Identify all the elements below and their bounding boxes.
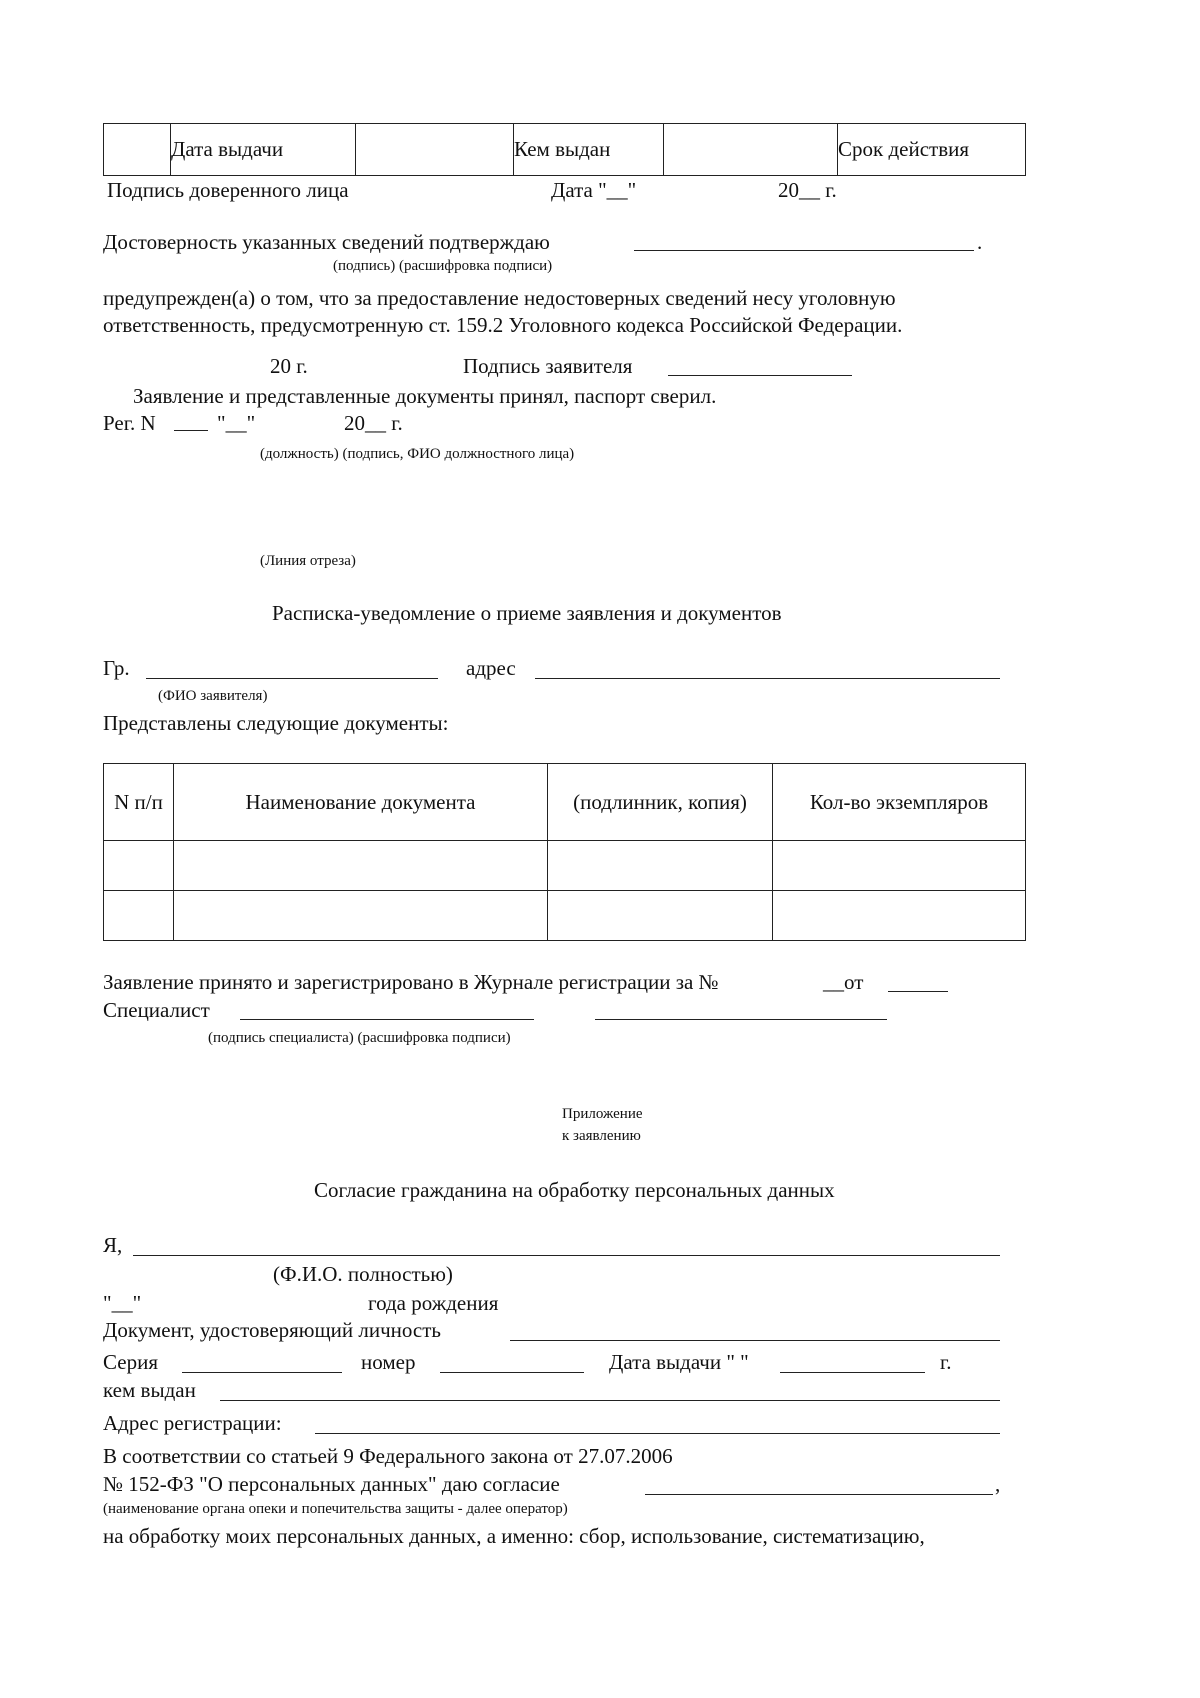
issued-by-header: Кем выдан bbox=[514, 124, 664, 176]
birth-date-quote: "__" bbox=[103, 1291, 142, 1315]
specialist-name-line bbox=[595, 1019, 887, 1020]
warning-line-1: предупрежден(а) о том, что за предоставление недостоверных сведений несу уголовную bbox=[103, 286, 896, 310]
issue-date-label: Дата выдачи " " bbox=[609, 1350, 749, 1374]
documents-table bbox=[103, 763, 1026, 941]
law-line-1: В соответствии со статьей 9 Федерального закона от 27.07.2006 bbox=[103, 1444, 673, 1468]
consent-fio-caption: (Ф.И.О. полностью) bbox=[273, 1262, 453, 1286]
appendix-line-1: Приложение bbox=[562, 1106, 643, 1122]
issue-date-line bbox=[780, 1372, 925, 1373]
applicant-signature-label: Подпись заявителя bbox=[463, 354, 633, 378]
documents-label: Представлены следующие документы: bbox=[103, 711, 449, 735]
issue-date-header: Дата выдачи bbox=[171, 124, 356, 176]
specialist-signature-line bbox=[240, 1019, 534, 1020]
proxy-signature-label: Подпись доверенного лица bbox=[107, 178, 349, 202]
reg-year: 20__ г. bbox=[344, 411, 403, 435]
operator-caption: (наименование органа опеки и попечительства защиты - далее оператор) bbox=[103, 1501, 568, 1517]
table-cell bbox=[548, 841, 773, 891]
number-line bbox=[440, 1372, 584, 1373]
id-cell-1 bbox=[104, 124, 171, 176]
specialist-label: Специалист bbox=[103, 998, 210, 1022]
reg-date-quote: "__" bbox=[217, 411, 256, 435]
warning-line-2: ответственность, предусмотренную ст. 159.2 Уголовного кодекса Российской Федерации. bbox=[103, 313, 903, 337]
id-document-label: Документ, удостоверяющий личность bbox=[103, 1318, 441, 1342]
table-cell bbox=[104, 841, 174, 891]
table-row bbox=[104, 891, 1026, 941]
processing-line: на обработку моих персональных данных, а именно: сбор, использование, систематизацию, bbox=[103, 1524, 925, 1548]
citizen-label: Гр. bbox=[103, 656, 130, 680]
address-label: адрес bbox=[466, 656, 516, 680]
issued-by-line bbox=[220, 1400, 1000, 1401]
proxy-date-label: Дата "__" bbox=[551, 178, 637, 202]
applicant-fio-caption: (ФИО заявителя) bbox=[158, 688, 268, 704]
consent-title: Согласие гражданина на обработку персональных данных bbox=[314, 1178, 835, 1202]
citizen-name-line bbox=[146, 678, 438, 679]
col-number-header: N п/п bbox=[104, 764, 174, 841]
reg-number-label: Рег. N bbox=[103, 411, 156, 435]
appendix-line-2: к заявлению bbox=[562, 1128, 641, 1144]
address-line bbox=[535, 678, 1000, 679]
reliability-text: Достоверность указанных сведений подтверждаю bbox=[103, 230, 550, 254]
table-cell bbox=[773, 891, 1026, 941]
law-line-2: № 152-ФЗ "О персональных данных" даю согласие bbox=[103, 1472, 560, 1496]
id-cell-5 bbox=[664, 124, 838, 176]
col-copies-header: Кол-во экземпляров bbox=[773, 764, 1026, 841]
number-label: номер bbox=[361, 1350, 416, 1374]
consent-fio-line bbox=[133, 1255, 1000, 1256]
id-cell-3 bbox=[356, 124, 514, 176]
registered-number-from: __от bbox=[823, 970, 864, 994]
operator-comma: , bbox=[995, 1472, 1001, 1496]
series-line bbox=[182, 1372, 342, 1373]
reliability-caption: (подпись) (расшифровка подписи) bbox=[333, 258, 553, 274]
applicant-signature-line bbox=[668, 375, 852, 376]
applicant-year: 20 г. bbox=[270, 354, 308, 378]
table-cell bbox=[773, 841, 1026, 891]
table-row bbox=[104, 841, 1026, 891]
registered-text: Заявление принято и зарегистрировано в Журнале регистрации за № bbox=[103, 970, 719, 994]
table-cell bbox=[104, 891, 174, 941]
col-original-copy-header: (подлинник, копия) bbox=[548, 764, 773, 841]
registration-address-label: Адрес регистрации: bbox=[103, 1411, 282, 1435]
series-label: Серия bbox=[103, 1350, 158, 1374]
table-cell bbox=[174, 841, 548, 891]
specialist-caption: (подпись специалиста) (расшифровка подписи) bbox=[208, 1030, 511, 1046]
col-document-name-header: Наименование документа bbox=[174, 764, 548, 841]
id-document-line bbox=[510, 1340, 1000, 1341]
cut-line-label: (Линия отреза) bbox=[260, 553, 356, 569]
reliability-period: . bbox=[977, 230, 983, 254]
reliability-signature-line bbox=[634, 250, 974, 251]
registration-address-line bbox=[315, 1433, 1000, 1434]
validity-header: Срок действия bbox=[838, 124, 1026, 176]
consent-i-label: Я, bbox=[103, 1233, 123, 1257]
issued-by-label: кем выдан bbox=[103, 1378, 196, 1402]
official-caption: (должность) (подпись, ФИО должностного лица) bbox=[260, 446, 575, 462]
table-cell bbox=[174, 891, 548, 941]
table-cell bbox=[548, 891, 773, 941]
id-document-table bbox=[103, 123, 1026, 176]
issue-year-label: г. bbox=[940, 1350, 952, 1374]
registered-date-line bbox=[888, 991, 948, 992]
reg-number-line bbox=[174, 430, 208, 431]
receipt-title: Расписка-уведомление о приеме заявления и документов bbox=[272, 601, 782, 625]
birth-year-label: года рождения bbox=[368, 1291, 499, 1315]
proxy-year-label: 20__ г. bbox=[778, 178, 837, 202]
operator-line bbox=[645, 1494, 993, 1495]
accepted-text: Заявление и представленные документы принял, паспорт сверил. bbox=[133, 384, 717, 408]
